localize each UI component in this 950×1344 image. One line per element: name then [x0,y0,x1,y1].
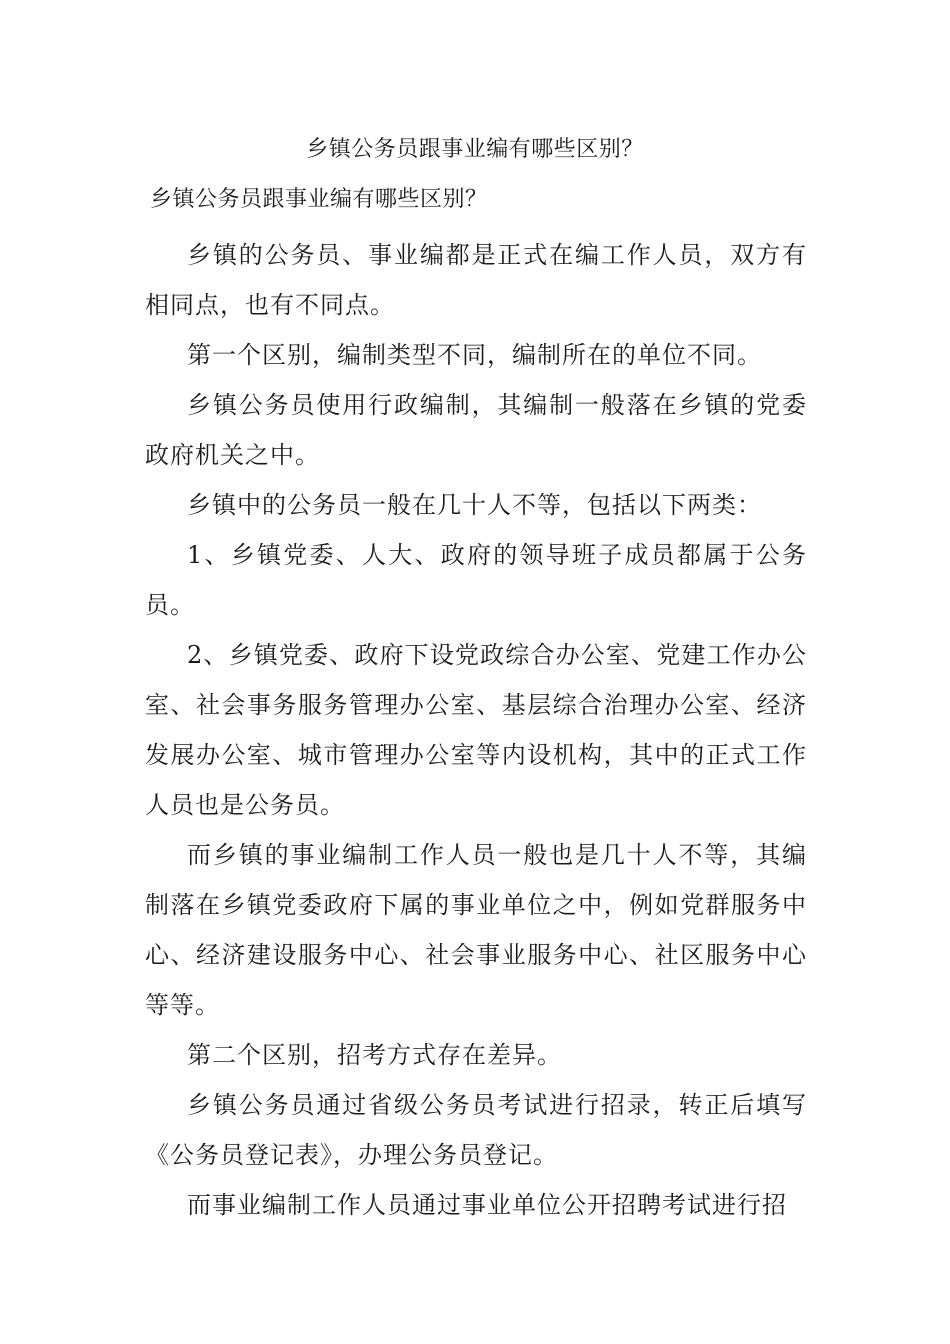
paragraph: 2、乡镇党委、政府下设党政综合办公室、党建工作办公室、社会事务服务管理办公室、基层综合治理办公室、经济发展办公室、城市管理办公室等内设机构，其中的正式工作人员也是公务员。 [145,641,807,819]
paragraph: 乡镇公务员使用行政编制，其编制一般落在乡镇的党委政府机关之中。 [145,391,807,469]
paragraph: 而乡镇的事业编制工作人员一般也是几十人不等，其编制落在乡镇党委政府下属的事业单位之中，例如党群服务中心、经济建设服务中心、社会事业服务中心、社区服务中心等等。 [145,841,807,1019]
paragraph: 乡镇公务员通过省级公务员考试进行招录，转正后填写《公务员登记表》，办理公务员登记。 [145,1091,807,1169]
paragraph: 乡镇中的公务员一般在几十人不等，包括以下两类： [187,491,762,519]
paragraph: 第一个区别，编制类型不同，编制所在的单位不同。 [187,341,762,369]
paragraph: 第二个区别，招考方式存在差异。 [187,1041,562,1069]
paragraph: 乡镇的公务员、事业编都是正式在编工作人员，双方有相同点，也有不同点。 [145,241,807,319]
page-title: 乡镇公务员跟事业编有哪些区别？ [306,137,644,162]
paragraph: 而事业编制工作人员通过事业单位公开招聘考试进行招 [187,1191,787,1219]
document-subtitle: 乡镇公务员跟事业编有哪些区别？ [150,187,488,212]
paragraph: 1、乡镇党委、人大、政府的领导班子成员都属于公务员。 [145,541,807,619]
document-body [145,230,807,1230]
